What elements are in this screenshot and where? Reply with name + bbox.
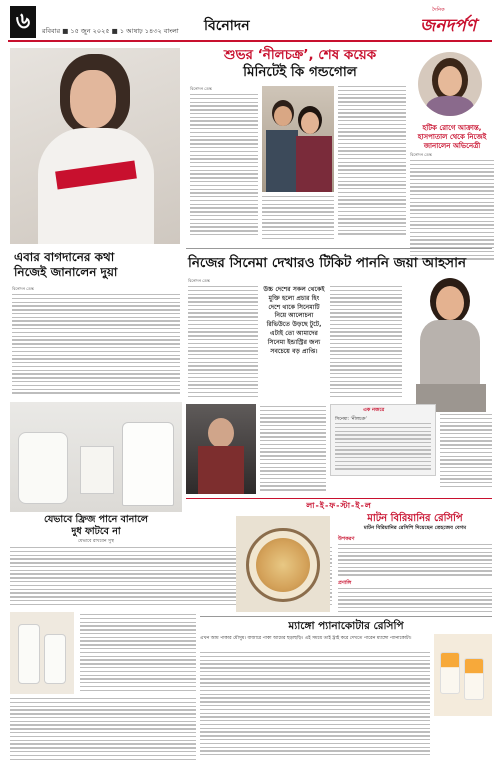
cast-box-title: সিনেমা: ‘নীলচক্র’ [335, 417, 367, 422]
top-article-col1 [190, 94, 258, 244]
biryani-method-text [338, 588, 492, 614]
lifestyle-rule [186, 498, 492, 499]
milk-headline-1: যেভাবে ফ্রিজ পানে বানালে [43, 514, 149, 525]
biryani-method-label: প্রণালি [338, 580, 352, 586]
dua-headline-2: নিজেই জানালেন দুয়া [14, 265, 118, 279]
milk-jars-photo [10, 612, 74, 694]
top-article-headline: শুভর ‘নীলচক্র’, শেষ কয়েক [223, 47, 377, 63]
pannacotta-intro: এখন আম পাকার মৌসুম। বাজারে পাকা আমের ছড়াছড়ি। এই সময়ে তাই ট্রাই করে দেখতে পারেন ম্যাঙ্গো প্যানাকোটা। [200, 636, 412, 641]
pannacotta-rule [200, 616, 492, 617]
dua-headline-1: এবার বাগদানের কথা [14, 250, 115, 264]
joya-col2 [330, 286, 402, 402]
joya-pull-quote: উচ্চ দেশের সকল থেকেই মুক্তি হলো প্রচার হিং দেশে থাকে সিনেমাটি নিয়ে আলোচনা রিভিউতে উড়ছে টুটে, এটাই তো আমাদের সিনেমা ইন্ডাস্ট্রির জন্য সবচেয়ে বড় প্রাপ্তি। [263, 286, 325, 355]
dua-body-text [12, 294, 180, 398]
milk-subhead: যেভাবে রাখবেন সুস্থ [78, 539, 114, 544]
biryani-ingredients-text [338, 544, 492, 578]
actress-photo [418, 52, 482, 116]
top-article-col2 [338, 86, 406, 244]
joya-byline: বিনোদন ডেস্ক [188, 278, 210, 283]
sidebar-byline: বিনোদন ডেস্ক [410, 152, 432, 157]
logo-small: দৈনিক [432, 7, 445, 13]
milk-photo [10, 402, 182, 512]
biryani-photo [236, 516, 330, 612]
dua-photo [10, 48, 180, 244]
cast-box-label: এক নজরে [363, 407, 385, 413]
lifestyle-banner: লা-ই-ফ-স্টা-ই-ল [306, 501, 372, 510]
section-title: বিনোদন [204, 18, 250, 34]
biryani-headline: মাটন বিরিয়ানির রেসিপি [367, 513, 463, 524]
page-number-badge: ৬ [10, 6, 36, 38]
top-article-col3 [262, 196, 334, 244]
top-article-byline: বিনোদন ডেস্ক [190, 86, 212, 91]
masthead [0, 0, 500, 44]
dua-byline: বিনোদন ডেস্ক [12, 286, 34, 291]
top-article-headline-2: মিনিটেই কি গন্ডগোল [243, 64, 357, 80]
joya-headline: নিজের সিনেমা দেখারও টিকিট পাননি জয়া আহসান [188, 255, 467, 271]
masthead-rule [8, 40, 492, 42]
joya-col4 [260, 406, 326, 494]
pannacotta-body-text [200, 652, 430, 762]
logo: জনদর্পণ [420, 16, 477, 36]
film-still [186, 404, 256, 494]
pannacotta-photo [434, 634, 492, 716]
pannacotta-headline: ম্যাঙ্গো প্যানাকোটার রেসিপি [288, 620, 404, 632]
cast-box [330, 404, 436, 476]
joya-col1 [188, 286, 258, 402]
joya-col3 [440, 414, 492, 494]
milk-headline-2: দুধ ফাটবে না [71, 526, 121, 537]
couple-photo [262, 86, 334, 192]
milk-body-text-2 [80, 614, 196, 694]
biryani-subhead: মাটন বিরিয়ানির রেসিপি দিয়েছেন তেহজেব বেগম [363, 525, 467, 531]
dateline: রবিবার ■ ১৫ জুন ২০২৫ ■ ১ আষাঢ় ১৪৩২ বাংলা [42, 27, 179, 35]
joya-photo [406, 272, 492, 412]
biryani-ingredients-label: উপকরণ [338, 536, 355, 542]
joya-top-rule [186, 248, 492, 249]
pannacotta-body-text-2 [10, 698, 196, 762]
sidebar-headline: হটিক রোগে আক্রান্ত, হাসপাতাল থেকে নিজেই জানালেন অভিনেত্রী [417, 124, 487, 150]
